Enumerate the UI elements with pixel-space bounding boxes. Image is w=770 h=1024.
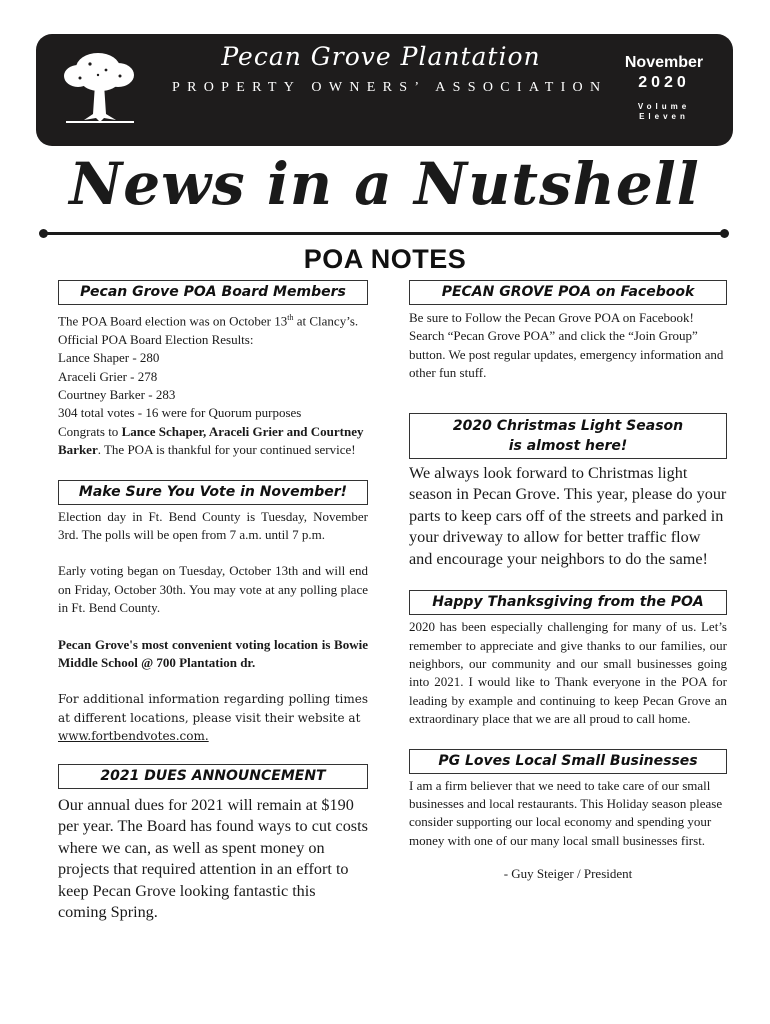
- facebook-article: Be sure to Follow the Pecan Grove POA on Facebook! Search “Pecan Grove POA” and click the “Join Group” button. We post regular updates, emergency information and other fun stuff.: [409, 310, 724, 381]
- dues-article: Our annual dues for 2021 will remain at $190 per year. The Board has found ways to cut costs where we can, as well as spent money on projects that required attention in an effort to keep Pecan Grove looking fantastic this coming Spring.: [58, 795, 368, 922]
- right-column: [409, 280, 727, 882]
- vote-location: Pecan Grove's most convenient voting location is Bowie Middle School @ 700 Plantation dr.: [58, 636, 368, 671]
- christmas-article: We always look forward to Christmas light season in Pecan Grove. This year, please do your parts to keep cars off of the streets and parked in your driveway to allow for better traffic flow and encourage your neighbors to do the same!: [409, 463, 727, 568]
- board-intro-text: The POA Board election was on October 13: [58, 313, 288, 329]
- issue-year: 2020: [638, 74, 690, 91]
- board-intro: [58, 309, 368, 331]
- vote-heading: Make Sure You Vote in November!: [58, 480, 368, 505]
- vote-website-link[interactable]: www.fortbendvotes.com.: [58, 729, 209, 744]
- vote-paragraph: For additional information regarding polling times at different locations, please visit their website at: [58, 692, 368, 725]
- congrats-text: [58, 423, 368, 460]
- board-article: [58, 309, 368, 460]
- congrats-prefix: Congrats to: [58, 423, 122, 439]
- results-label: Official POA Board Election Results:: [58, 331, 254, 347]
- candidate-result: Courtney Barker - 283: [58, 386, 176, 402]
- vote-paragraph: Election day in Ft. Bend County is Tuesday, November 3rd. The polls will be open from 7 a.m. until 7 p.m.: [58, 508, 368, 542]
- thanksgiving-heading: Happy Thanksgiving from the POA: [409, 590, 727, 615]
- congrats-suffix: . The POA is thankful for your continued service!: [97, 442, 356, 458]
- christmas-heading: 2020 Christmas Light Season is almost here!: [409, 413, 727, 459]
- vote-article: [58, 508, 368, 746]
- issue-volume-number: Eleven: [639, 112, 689, 121]
- newsletter-title: News in a Nutshell: [69, 150, 700, 218]
- board-intro-sup: th: [287, 313, 294, 322]
- board-intro-text-end: at Clancy’s.: [293, 313, 359, 329]
- board-heading: Pecan Grove POA Board Members: [58, 280, 368, 305]
- left-column: [58, 280, 368, 924]
- vote-paragraph: Early voting began on Tuesday, October 13th and will end on Friday, October 30th. You may vote at any polling place in Ft. Bend County.: [58, 563, 368, 616]
- org-subtitle: PROPERTY OWNERS’ ASSOCIATION: [172, 80, 608, 95]
- title-divider: [44, 232, 724, 235]
- org-name: Pecan Grove Plantation: [221, 42, 541, 71]
- facebook-heading: PECAN GROVE POA on Facebook: [409, 280, 727, 305]
- issue-volume-label: Volume: [637, 102, 691, 111]
- local-business-article: I am a firm believer that we need to take care of our small businesses and local restaurants. This Holiday season please consider supporting our local economy and spending your money with one of our many local small businesses first.: [409, 777, 723, 848]
- president-signature: - Guy Steiger / President: [503, 866, 633, 882]
- congrats-names: Lance Schaper, Araceli Grier and Courtney Barker: [58, 423, 364, 458]
- vote-total: 304 total votes - 16 were for Quorum purposes: [58, 405, 302, 421]
- local-business-heading: PG Loves Local Small Businesses: [409, 749, 727, 774]
- tree-icon: [60, 48, 140, 128]
- masthead-banner: [36, 34, 733, 146]
- issue-month: November: [624, 54, 704, 71]
- dues-heading: 2021 DUES ANNOUNCEMENT: [58, 764, 368, 789]
- candidate-result: Araceli Grier - 278: [58, 368, 158, 384]
- thanksgiving-article: 2020 has been especially challenging for many of us. Let’s remember to appreciate and give thanks to our families, our neighbors, our community and our small businesses going into 2021. I would like to Thank everyone in the POA for leading by example and continuing to keep Pecan Grove an extraordinary place that we are all proud to call home.: [409, 619, 727, 727]
- section-heading: POA NOTES: [303, 244, 467, 274]
- candidate-result: Lance Shaper - 280: [58, 350, 160, 366]
